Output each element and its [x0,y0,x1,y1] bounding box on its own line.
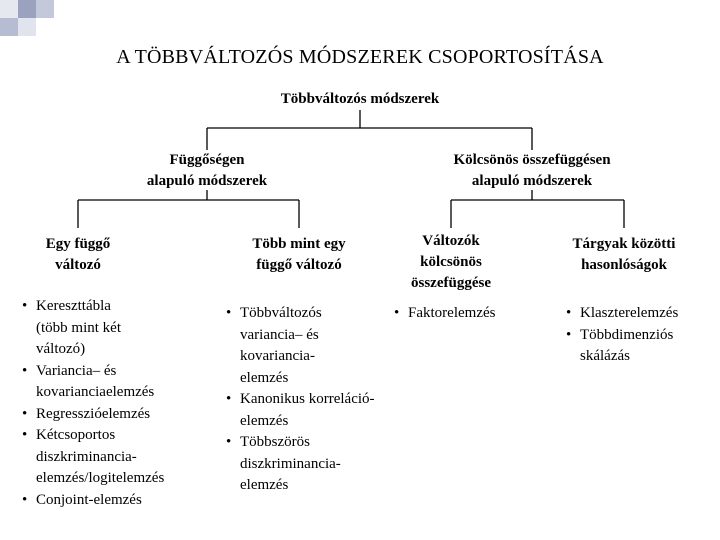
node-line: kölcsönös [420,254,482,270]
list-item [22,296,212,361]
list-item-line: • Többváltozós [240,305,322,321]
list-item-line: • Többdimenziós [580,326,674,343]
list-item-line: • Többszörös [240,434,310,450]
node-line: Kölcsönös összefüggésen [453,152,611,168]
interdependence-methods-node [412,150,652,192]
list-item [22,361,212,404]
list-item-line: kovarianciaelemzés [36,384,155,400]
one-dependent-node [8,234,148,276]
variable-relations-node [386,231,516,294]
list-item [22,425,212,490]
node-line: alapuló módszerek [471,173,593,189]
one-dependent-methods-list [22,296,212,511]
node-line: összefüggése [411,275,491,291]
object-similarity-node [554,234,694,276]
list-item [226,432,416,497]
list-item [566,325,716,368]
list-item [394,303,524,325]
slide-title: A TÖBBVÁLTOZÓS MÓDSZEREK CSOPORTOSÍTÁSA [116,46,604,68]
list-item [566,303,716,325]
list-item-line: elemzés/logitelemzés [36,470,165,486]
list-item-line: elemzés [240,412,289,429]
variable-relations-methods-list [394,303,524,325]
dependence-methods-node [102,150,312,192]
list-item-line: • Regresszióelemzés [36,405,151,422]
root-label: Többváltozós módszerek [280,91,440,107]
list-item [226,303,416,389]
list-item-line: • Kereszttábla [36,298,111,314]
list-item-line: diszkriminancia- [240,455,341,472]
node-line: Több mint egy [252,236,346,252]
node-line: Tárgyak közötti [572,236,676,252]
list-item-line: • Kanonikus korreláció- [240,391,375,407]
object-similarity-methods-list [566,303,716,368]
multi-dependent-node [224,234,374,276]
node-line: függő változó [256,257,342,273]
list-item-line: • Conjoint-elemzés [36,491,142,508]
list-item-line: • Klaszterelemzés [580,305,679,321]
list-item [226,389,416,432]
list-item-line: elemzés [240,369,289,386]
list-item-line: variancia– és [240,326,319,343]
root-node [230,89,490,110]
list-item [22,490,212,512]
list-item-line: diszkriminancia- [36,448,137,465]
node-line: változó [55,257,101,273]
node-line: Függőségen [169,152,245,168]
list-item-line: kovariancia- [240,348,315,364]
list-item-line: (több mint két [36,319,121,336]
list-item-line: • Variancia– és [36,362,117,379]
multi-dependent-methods-list [226,303,416,497]
node-line: alapuló módszerek [146,173,268,189]
list-item-line: változó) [36,341,86,357]
node-line: Változók [422,233,480,249]
list-item [22,404,212,426]
node-line: Egy függő [45,236,111,252]
node-line: hasonlóságok [581,257,667,273]
list-item-line: skálázás [580,348,630,364]
list-item-line: elemzés [240,477,289,493]
list-item-line: • Faktorelemzés [408,305,496,321]
list-item-line: • Kétcsoportos [36,427,116,443]
